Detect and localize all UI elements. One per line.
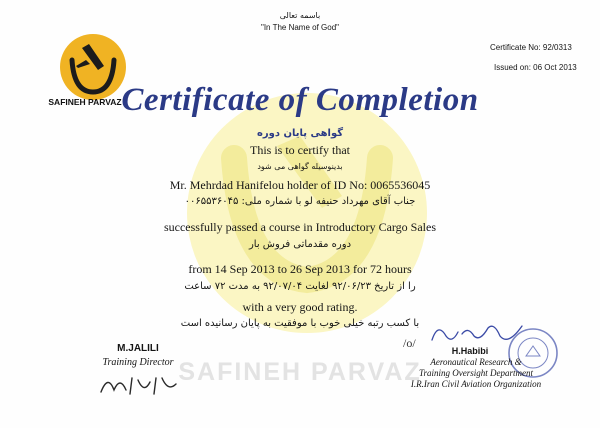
brand-name: SAFINEH PARVAZ xyxy=(48,97,122,107)
course-line-persian: دوره مقدماتی فروش بار xyxy=(248,239,352,250)
holder-line: Mr. Mehrdad Hanifelou holder of ID No: 0065536045 xyxy=(169,178,431,192)
right-signatory-title-2: Training Oversight Department xyxy=(419,368,533,378)
rating-line-persian: با کسب رتبه خیلی خوب با موفقیت به پایان رسانیده است xyxy=(180,318,420,329)
certify-line-persian: بدینوسیله گواهی می شود xyxy=(257,162,343,171)
left-signatory-name: M.JALILI xyxy=(117,343,159,354)
issued-date: Issued on: 06 Oct 2013 xyxy=(494,63,577,72)
stamp-emblem-icon xyxy=(526,346,540,356)
dates-line: from 14 Sep 2013 to 26 Sep 2013 for 72 hours xyxy=(188,262,412,276)
left-signature xyxy=(96,370,186,398)
course-line: successfully passed a course in Introductory Cargo Sales xyxy=(163,220,437,234)
watermark-text: SAFINEH PARVAZ xyxy=(178,358,422,386)
right-signatory-name: H.Habibi xyxy=(451,346,489,356)
basmala-english: "In The Name of God" xyxy=(260,23,339,32)
signature-scribble-mark: /o/ xyxy=(403,336,416,350)
left-signature-drawing xyxy=(96,370,186,398)
right-signatory-title-3: I.R.Iran Civil Aviation Organization xyxy=(410,379,542,389)
certificate-title-persian: گواهی پایان دوره xyxy=(256,128,344,139)
rating-line: with a very good rating. xyxy=(242,300,358,314)
certificate-number: Certificate No: 92/0313 xyxy=(490,43,572,52)
dates-line-persian: را از تاریخ ۹۲/۰۶/۲۳ لغایت ۹۲/۰۷/۰۴ به مدت ۷۲ ساعت xyxy=(184,281,416,292)
certificate-title: Certificate of Completion xyxy=(121,82,479,118)
basmala-persian: باسمه تعالی xyxy=(279,11,321,20)
holder-line-persian: جناب آقای مهرداد حنیفه لو با شماره ملی: ۰۰۶۵۵۳۶۰۴۵ xyxy=(184,196,416,207)
right-signatory-title-1: Aeronautical Research & xyxy=(430,357,522,367)
left-signatory-title: Training Director xyxy=(102,357,174,368)
certify-line: This is to certify that xyxy=(250,143,350,157)
